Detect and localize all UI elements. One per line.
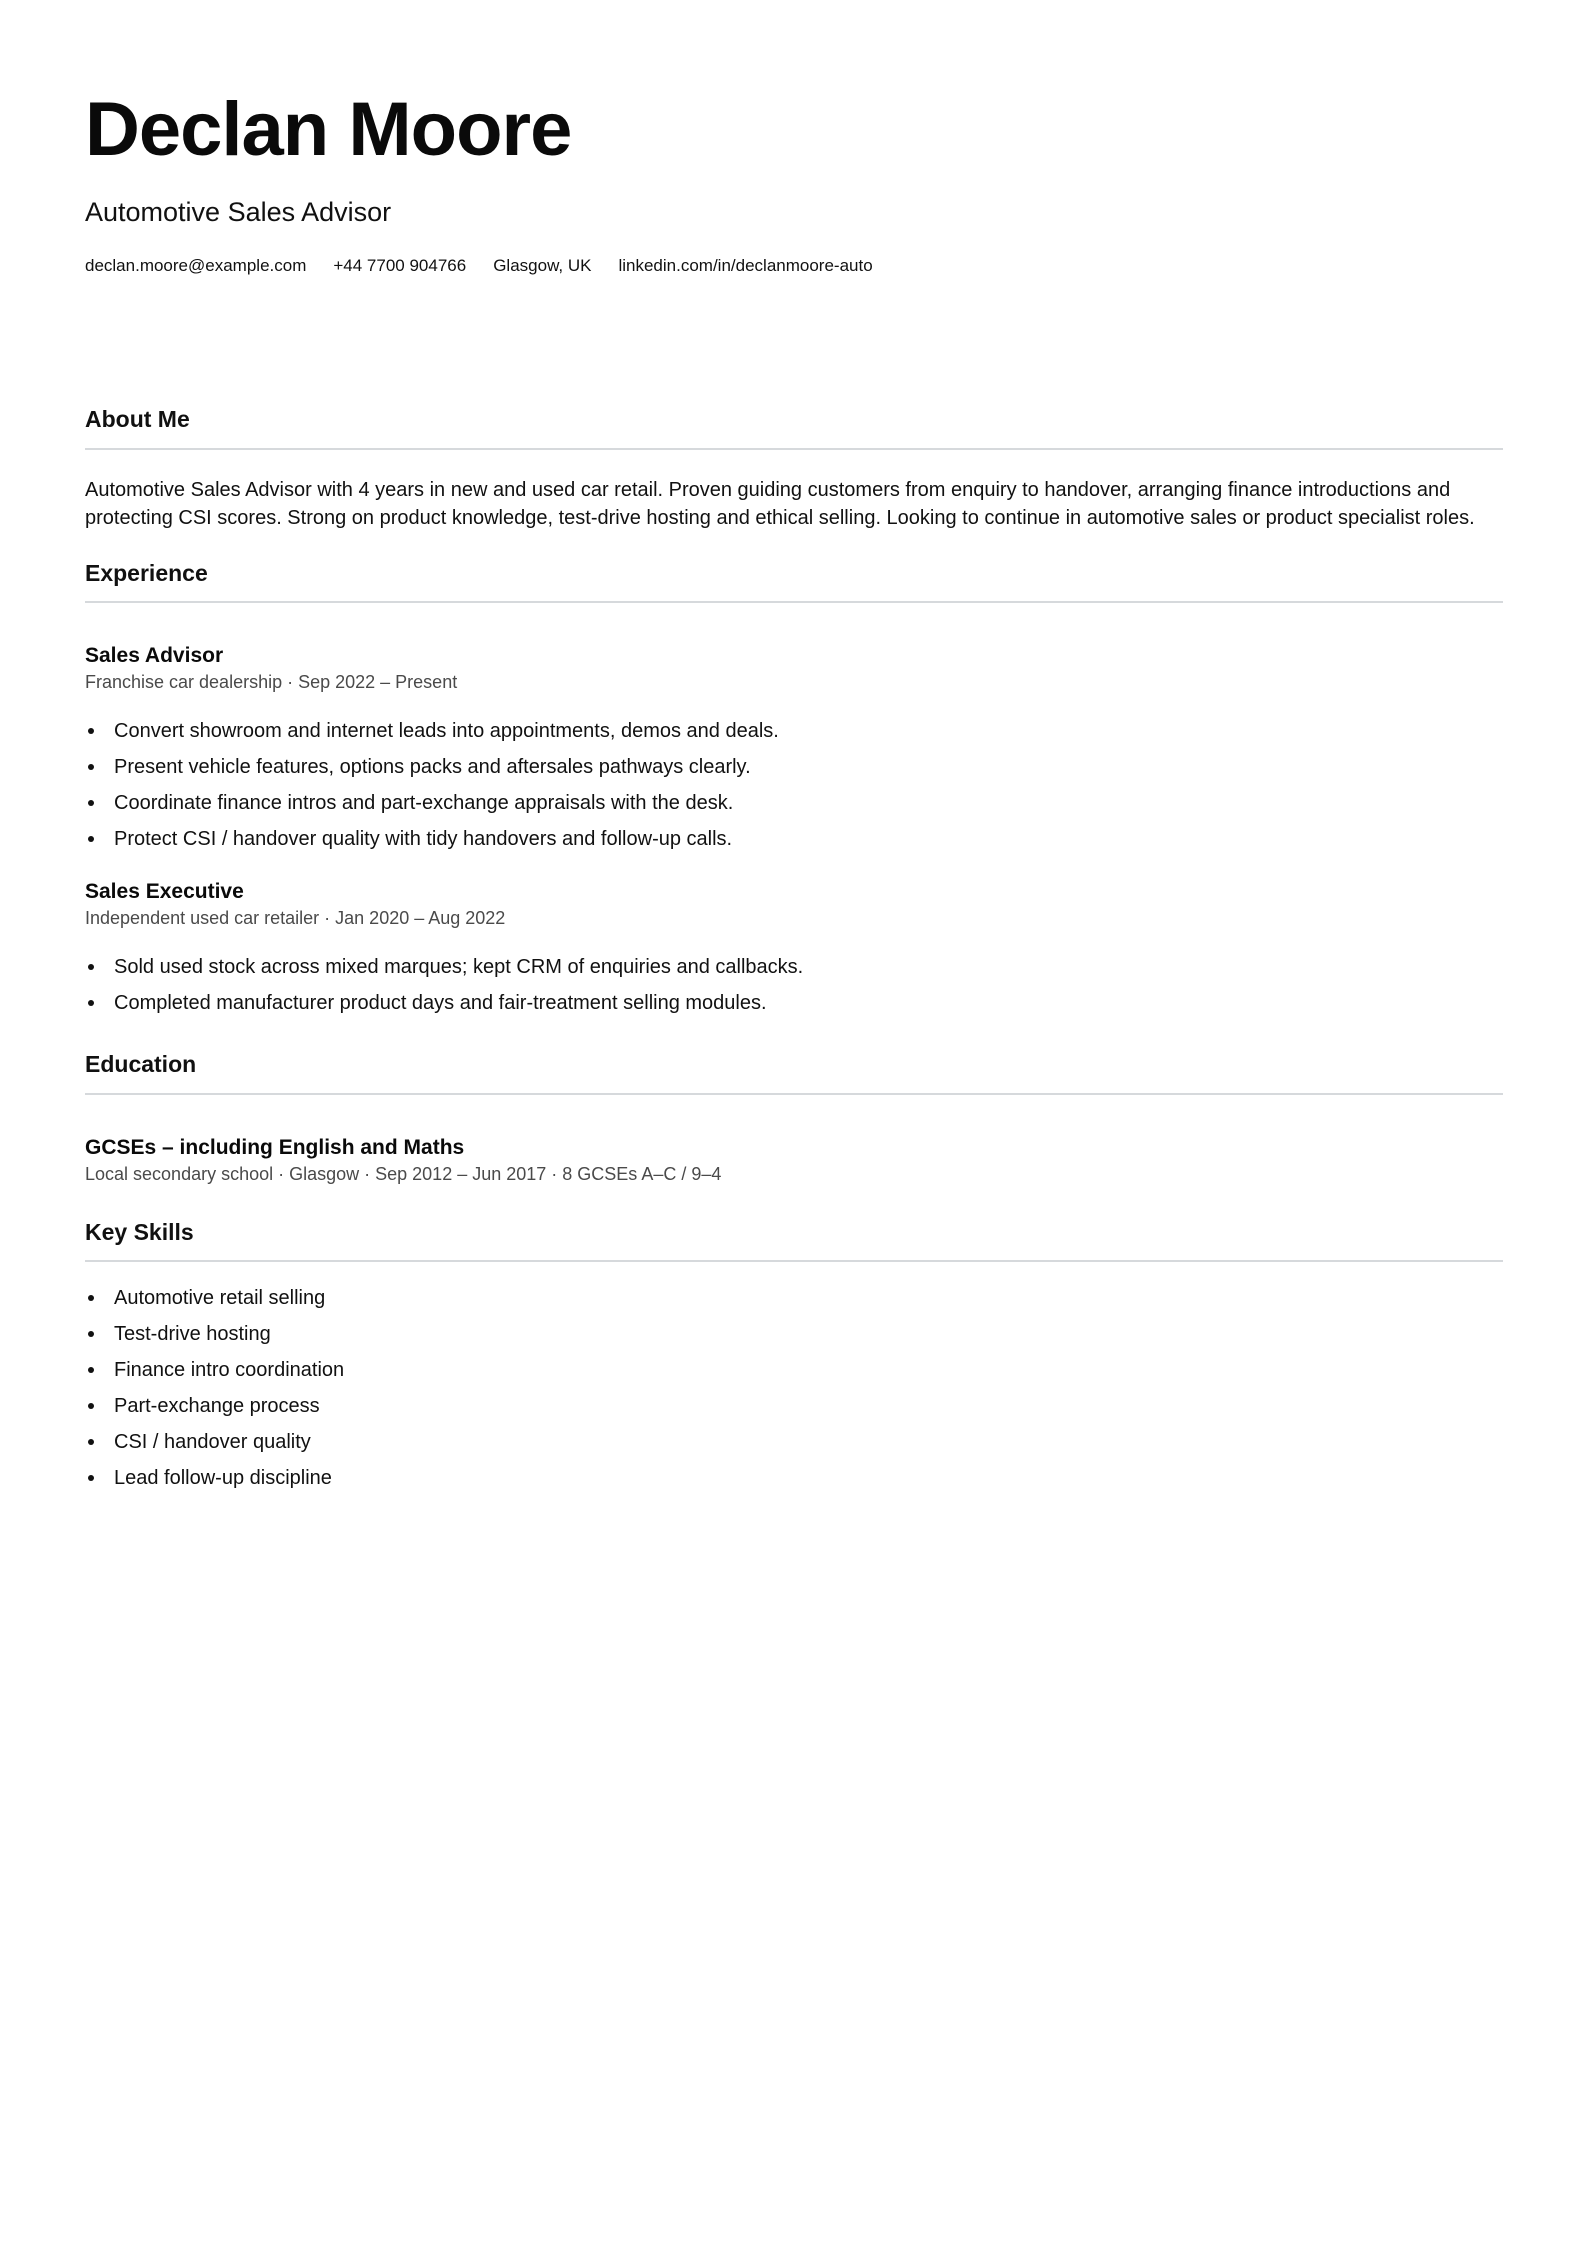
candidate-name: Declan Moore bbox=[85, 87, 572, 172]
job-meta: Franchise car dealership · Sep 2022 – Present bbox=[85, 672, 458, 693]
skill-item: CSI / handover quality bbox=[85, 1424, 1503, 1460]
education-section bbox=[85, 1051, 1503, 1187]
skill-item: Test-drive hosting bbox=[85, 1316, 1503, 1352]
education-entry bbox=[85, 1135, 1503, 1187]
skill-item: Finance intro coordination bbox=[85, 1352, 1503, 1388]
job-entry bbox=[85, 643, 1503, 857]
job-bullets bbox=[85, 713, 1503, 857]
about-text: Automotive Sales Advisor with 4 years in new and used car retail. Proven guiding customers from enquiry to handover, arranging finance introductions and protecting CSI scores. Strong on product knowledge, test-drive hosting and ethical selling. Looking to continue in automotive sales or product specialist roles. bbox=[85, 478, 1475, 529]
skill-item: Part-exchange process bbox=[85, 1388, 1503, 1424]
section-heading-skills: Key Skills bbox=[85, 1219, 1503, 1263]
resume-content bbox=[85, 406, 1503, 1496]
skills-section bbox=[85, 1219, 1503, 1497]
skill-item: Lead follow-up discipline bbox=[85, 1460, 1503, 1496]
job-role: Sales Advisor bbox=[85, 644, 224, 668]
skill-item: Automotive retail selling bbox=[85, 1280, 1503, 1316]
education-qualification: GCSEs – including English and Maths bbox=[85, 1135, 465, 1159]
section-heading-education: Education bbox=[85, 1051, 1503, 1095]
job-bullet: Protect CSI / handover quality with tidy handovers and follow-up calls. bbox=[85, 821, 1503, 857]
job-meta: Independent used car retailer · Jan 2020 – Aug 2022 bbox=[85, 908, 506, 929]
job-bullet: Coordinate finance intros and part-exchange appraisals with the desk. bbox=[85, 785, 1503, 821]
contact-phone[interactable]: +44 7700 904766 bbox=[333, 256, 467, 275]
job-role: Sales Executive bbox=[85, 880, 244, 904]
job-entry bbox=[85, 879, 1503, 1021]
about-section bbox=[85, 406, 1503, 532]
contact-location: Glasgow, UK bbox=[493, 256, 592, 275]
experience-section bbox=[85, 560, 1503, 1022]
job-bullet: Convert showroom and internet leads into appointments, demos and deals. bbox=[85, 713, 1503, 749]
contact-row bbox=[85, 256, 900, 276]
job-bullet: Completed manufacturer product days and fair-treatment selling modules. bbox=[85, 985, 1503, 1021]
job-bullet: Present vehicle features, options packs and aftersales pathways clearly. bbox=[85, 749, 1503, 785]
education-meta: Local secondary school · Glasgow · Sep 2012 – Jun 2017 · 8 GCSEs A–C / 9–4 bbox=[85, 1163, 722, 1184]
contact-linkedin[interactable]: linkedin.com/in/declanmoore-auto bbox=[618, 256, 873, 275]
skills-list bbox=[85, 1280, 1503, 1496]
job-bullets bbox=[85, 949, 1503, 1021]
contact-email[interactable]: declan.moore@example.com bbox=[85, 256, 307, 275]
candidate-title: Automotive Sales Advisor bbox=[85, 197, 392, 227]
section-heading-about: About Me bbox=[85, 406, 1503, 450]
section-heading-experience: Experience bbox=[85, 560, 1503, 604]
job-bullet: Sold used stock across mixed marques; kept CRM of enquiries and callbacks. bbox=[85, 949, 1503, 985]
